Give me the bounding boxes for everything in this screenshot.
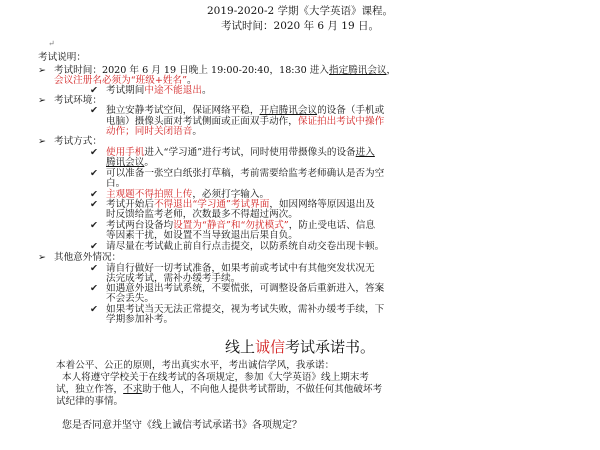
exam-time-heading: 考试时间：2020 年 6 月 19 日。 bbox=[221, 19, 379, 32]
check-bullet-icon: ✔ bbox=[90, 167, 99, 179]
pledge-question: 您是否同意并坚守《线上诚信考试承诺书》各项规定？ bbox=[62, 420, 302, 431]
tencent-meeting-link-2[interactable]: 腾讯会议 bbox=[106, 157, 145, 169]
method-line-e2: 等因素干扰，如设置不当导致退出后果自负。 bbox=[106, 230, 298, 242]
exam-time-line: 考试时间：2020 年 6 月 19 日晚上 19:00-20:40，18:30 进入指定腾讯会议， bbox=[54, 64, 397, 76]
check-bullet-icon: ✔ bbox=[90, 304, 99, 316]
other-line-c1: 如果考试当天无法正常提交，视为考试失败，需补办缓考手续，下 bbox=[106, 304, 385, 316]
check-bullet-icon: ✔ bbox=[90, 84, 99, 96]
pledge-paragraph-4: 试纪律的事情。 bbox=[56, 396, 124, 407]
pledge-paragraph-3: 试，独立作答，不求助于他人，不向他人提供考试帮助，不做任何其他破坏考 bbox=[56, 384, 383, 395]
exam-notes-heading: 考试说明： bbox=[38, 52, 86, 64]
check-bullet-icon: ✔ bbox=[90, 199, 99, 211]
check-bullet-icon: ✔ bbox=[90, 283, 99, 295]
pledge-title-end: 。 bbox=[360, 338, 376, 356]
method-line-c: 主观题不得拍照上传，必须打字输入。 bbox=[106, 188, 270, 200]
arrow-bullet-icon: ➢ bbox=[38, 94, 47, 106]
check-bullet-icon: ✔ bbox=[90, 147, 99, 159]
check-bullet-icon: ✔ bbox=[90, 105, 99, 117]
other-label: 其他意外情况： bbox=[54, 251, 122, 263]
environment-line-1: 独立安静考试空间，保证网络平稳，开启腾讯会议的设备（手机或 bbox=[106, 105, 385, 117]
method-line-e1: 考试两台设备均设置为“静音”和“勿扰模式”，防止受电话、信息 bbox=[106, 220, 376, 232]
method-line-d1: 考试开始后不得退出“学习通”考试界面，如因网络等原因退出及 bbox=[106, 199, 375, 211]
method-label: 考试方式： bbox=[54, 136, 102, 148]
check-bullet-icon: ✔ bbox=[90, 241, 99, 252]
pledge-title-a: 线上 bbox=[224, 338, 255, 356]
arrow-bullet-icon: ➢ bbox=[38, 64, 47, 76]
pledge-underline: 不求 bbox=[123, 384, 143, 395]
pledge-paragraph-2: 本人将遵守学校关于在线考试的各项规定，参加《大学英语》线上期末考 bbox=[62, 372, 369, 383]
method-line-b2: 白。 bbox=[106, 177, 126, 189]
open-meeting-link[interactable]: 开启腾讯会议 bbox=[259, 105, 318, 117]
pledge-paragraph-1: 本着公平、公正的原则，考出真实水平，考出诚信学风，我承诺： bbox=[56, 360, 335, 371]
method-line-a2: 腾讯会议。 bbox=[106, 157, 154, 169]
course-title: 2019-2020-2 学期《大学英语》课程。 bbox=[206, 5, 394, 18]
check-bullet-icon: ✔ bbox=[90, 188, 99, 200]
method-line-d2: 时反馈给监考老师，次数最多不得超过两次。 bbox=[106, 209, 298, 221]
arrow-bullet-icon: ➢ bbox=[38, 251, 47, 263]
paragraph-mark: ↵ bbox=[48, 38, 55, 48]
other-line-c2: 学期参加补考。 bbox=[106, 314, 174, 326]
pledge-title-b: 考试承诺书 bbox=[285, 338, 361, 356]
check-bullet-icon: ✔ bbox=[90, 220, 99, 232]
tencent-meeting-link[interactable]: 指定腾讯会议 bbox=[328, 64, 387, 76]
environment-line-3: 动作；同时关闭语音。 bbox=[106, 125, 202, 137]
enter-meeting-link[interactable]: 进入 bbox=[355, 147, 375, 159]
no-exit-rule: 考试期间中途不能退出。 bbox=[106, 84, 212, 96]
method-line-a1: 使用手机进入“学习通”进行考试，同时使用带摄像头的设备进入 bbox=[106, 147, 375, 159]
method-line-f: 请尽量在考试截止前自行点击提交，以防系统自动交卷出现卡顿。 bbox=[106, 241, 385, 252]
other-line-a1: 请自行做好一切考试准备，如果考前或考试中有其他突发状况无 bbox=[106, 262, 375, 274]
environment-label: 考试环境： bbox=[54, 94, 102, 106]
other-line-a2: 法完成考试，需补办缓考手续。 bbox=[106, 272, 241, 284]
other-line-b2: 不会丢失。 bbox=[106, 293, 154, 305]
check-bullet-icon: ✔ bbox=[90, 262, 99, 274]
method-line-b1: 可以准备一张空白纸张打草稿，考前需要给监考老师确认是否为空 bbox=[106, 167, 385, 179]
meeting-name-rule: 会议注册名必须为“班级+姓名”。 bbox=[54, 74, 197, 86]
other-line-b1: 如遇意外退出考试系统，不要慌张，可调整设备后重新进入，答案 bbox=[106, 283, 385, 295]
arrow-bullet-icon: ➢ bbox=[38, 136, 47, 148]
pledge-title-integrity: 诚信 bbox=[254, 338, 285, 356]
environment-line-2: 电脑）摄像头面对考试侧面或正面双手动作，保证拍出考试中操作 bbox=[106, 115, 385, 127]
